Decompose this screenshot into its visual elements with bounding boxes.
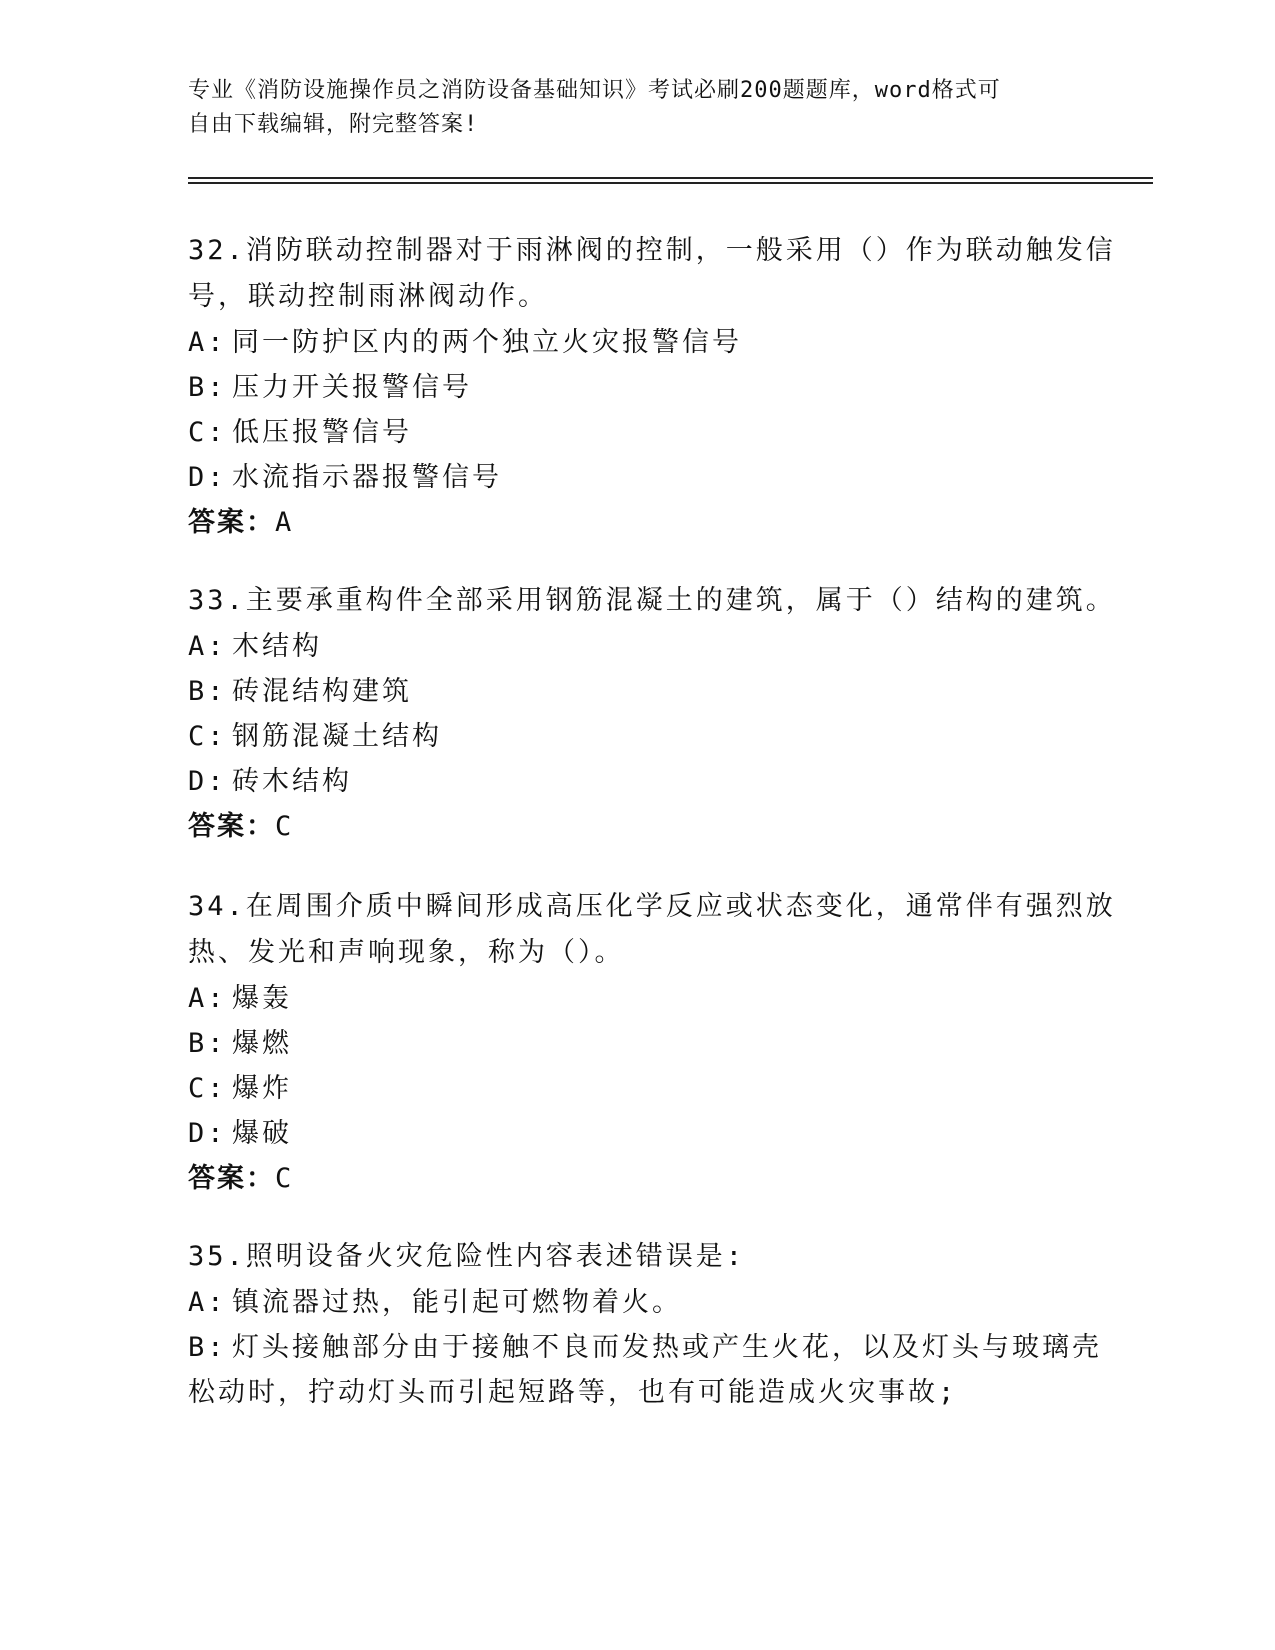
option-text: 同一防护区内的两个独立火灾报警信号 bbox=[232, 327, 742, 358]
option-key: D: bbox=[188, 766, 227, 797]
option-text: 木结构 bbox=[232, 631, 322, 662]
answer-label: 答案： bbox=[188, 507, 275, 538]
option-key: D: bbox=[188, 462, 227, 493]
option-key: C: bbox=[188, 417, 227, 448]
option-b bbox=[188, 1021, 1078, 1066]
question-stem-line: 32.消防联动控制器对于雨淋阀的控制，一般采用（）作为联动触发信 bbox=[188, 235, 1116, 266]
option-text: 砖木结构 bbox=[232, 766, 352, 797]
question-stem-line: 35.照明设备火灾危险性内容表述错误是: bbox=[188, 1241, 746, 1272]
option-a bbox=[188, 624, 1078, 669]
option-key: A: bbox=[188, 327, 227, 358]
option-text: 爆炸 bbox=[232, 1073, 292, 1104]
option-key: C: bbox=[188, 1073, 227, 1104]
option-d bbox=[188, 759, 1078, 804]
option-c bbox=[188, 714, 1078, 759]
option-text: 爆燃 bbox=[232, 1028, 292, 1059]
question-35 bbox=[188, 1234, 1102, 1415]
option-d bbox=[188, 455, 1078, 500]
option-a bbox=[188, 1280, 1078, 1325]
option-text: 爆破 bbox=[232, 1118, 292, 1149]
option-text: 灯头接触部分由于接触不良而发热或产生火花，以及灯头与玻璃壳 bbox=[232, 1332, 1102, 1363]
answer-line bbox=[188, 500, 1078, 546]
option-key: B: bbox=[188, 1028, 227, 1059]
option-key: B: bbox=[188, 372, 227, 403]
answer-label: 答案： bbox=[188, 811, 275, 842]
option-text: 低压报警信号 bbox=[232, 417, 412, 448]
option-a bbox=[188, 976, 1078, 1021]
header-divider-bottom bbox=[188, 182, 1153, 184]
header-line-1: 专业《消防设施操作员之消防设备基础知识》考试必刷200题题库，word格式可 bbox=[188, 78, 1001, 103]
question-32 bbox=[188, 228, 1116, 546]
option-key: C: bbox=[188, 721, 227, 752]
option-b bbox=[188, 1325, 1102, 1370]
option-text: 镇流器过热，能引起可燃物着火。 bbox=[232, 1287, 682, 1318]
header-line-2: 自由下载编辑，附完整答案! bbox=[188, 112, 479, 137]
answer-value: A bbox=[275, 507, 293, 538]
question-stem-line: 号，联动控制雨淋阀动作。 bbox=[188, 281, 548, 312]
answer-value: C bbox=[275, 1163, 293, 1194]
option-key: B: bbox=[188, 676, 227, 707]
option-text: 压力开关报警信号 bbox=[232, 372, 472, 403]
answer-line bbox=[188, 1156, 1078, 1202]
question-stem-line: 33.主要承重构件全部采用钢筋混凝土的建筑，属于（）结构的建筑。 bbox=[188, 585, 1116, 616]
question-34 bbox=[188, 884, 1116, 1202]
option-text: 钢筋混凝土结构 bbox=[232, 721, 442, 752]
answer-line bbox=[188, 804, 1078, 850]
option-c bbox=[188, 1066, 1078, 1111]
header-divider-top bbox=[188, 177, 1153, 179]
document-header bbox=[188, 74, 1068, 142]
option-text: 爆轰 bbox=[232, 983, 292, 1014]
option-b-continuation: 松动时，拧动灯头而引起短路等，也有可能造成火灾事故; bbox=[188, 1377, 958, 1408]
option-key: D: bbox=[188, 1118, 227, 1149]
answer-value: C bbox=[275, 811, 293, 842]
option-c bbox=[188, 410, 1078, 455]
option-key: A: bbox=[188, 631, 227, 662]
option-d bbox=[188, 1111, 1078, 1156]
option-key: B: bbox=[188, 1332, 227, 1363]
option-a bbox=[188, 320, 1078, 365]
option-text: 砖混结构建筑 bbox=[232, 676, 412, 707]
question-stem-line: 热、发光和声响现象，称为（）。 bbox=[188, 937, 625, 968]
option-key: A: bbox=[188, 983, 227, 1014]
answer-label: 答案： bbox=[188, 1163, 275, 1194]
option-text: 水流指示器报警信号 bbox=[232, 462, 502, 493]
option-b bbox=[188, 669, 1078, 714]
question-33 bbox=[188, 578, 1116, 850]
option-key: A: bbox=[188, 1287, 227, 1318]
question-stem-line: 34.在周围介质中瞬间形成高压化学反应或状态变化，通常伴有强烈放 bbox=[188, 891, 1116, 922]
option-b bbox=[188, 365, 1078, 410]
